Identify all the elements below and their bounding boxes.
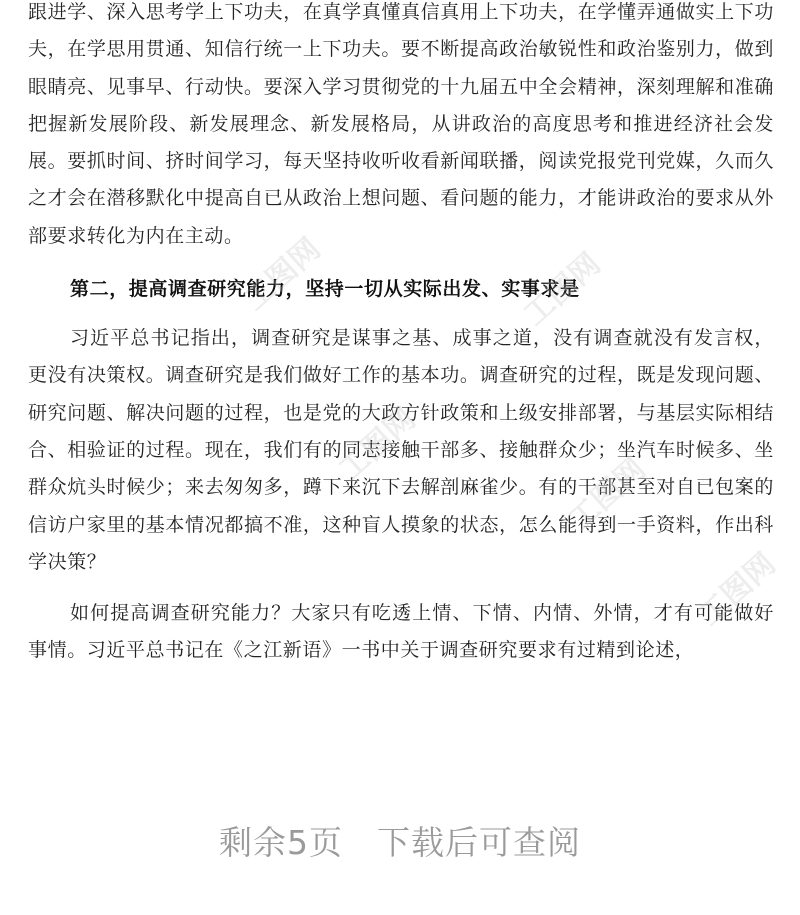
download-to-view-link[interactable]: 下载后可查阅 xyxy=(377,822,581,862)
watermark-logo: 工图网 xyxy=(237,231,328,318)
remaining-pages-label: 剩余5页 xyxy=(219,822,343,862)
watermark-logo: 工图网 xyxy=(692,546,783,633)
paragraph-2: 习近平总书记指出，调查研究是谋事之基、成事之道，没有调查就没有发言权，更没有决策权。调查研究是我们做好工作的基本功。调查研究的过程，既是发现问题、研究问题、解决问题的过程，也是党的大政方针政策和上级安排部署，与基层实际相结合、相验证的过程。现在，我们有的同志接触干部多、接触群众少；坐汽车时候多、坐群众炕头时候少；来去匆匆多，蹲下来沉下去解剖麻雀少。有的干部甚至对自已包案的信访户家里的基本情况都搞不准，这种盲人摸象的状态，怎么能得到一手资料，作出科学决策？ xyxy=(28,327,774,573)
watermark-logo: 工图网 xyxy=(562,451,653,538)
document-body xyxy=(28,0,774,670)
download-prompt[interactable] xyxy=(0,805,800,875)
section-heading-2: 第二，提高调查研究能力，坚持一切从实际出发、实事求是 xyxy=(70,278,580,301)
watermark-logo: 工图网 xyxy=(517,246,608,333)
paragraph-spacer xyxy=(28,581,774,595)
watermark-logo: 工图网 xyxy=(332,401,423,488)
paragraph-1: 跟进学、深入思考学上下功夫，在真学真懂真信真用上下功夫，在学懂弄通做实上下功夫，在学思用贯通、知信行统一上下功夫。要不断提高政治敏锐性和政治鉴别力，做到眼睛亮、见事早、行动快。要深入学习贯彻党的十九届五中全会精神，深刻理解和准确把握新发展阶段、新发展理念、新发展格局，从讲政治的高度思考和推进经济社会发展。要抓时间、挤时间学习，每天坚持收听收看新闻联播，阅读党报党刊党媒，久而久之才会在潜移默化中提高自已从政治上想问题、看问题的能力，才能讲政治的要求从外部要求转化为内在主动。 xyxy=(28,1,774,247)
paragraph-3: 如何提高调查研究能力？大家只有吃透上情、下情、内情、外情，才有可能做好事情。习近平总书记在《之江新语》一书中关于调查研究要求有过精到论述， xyxy=(28,602,774,662)
